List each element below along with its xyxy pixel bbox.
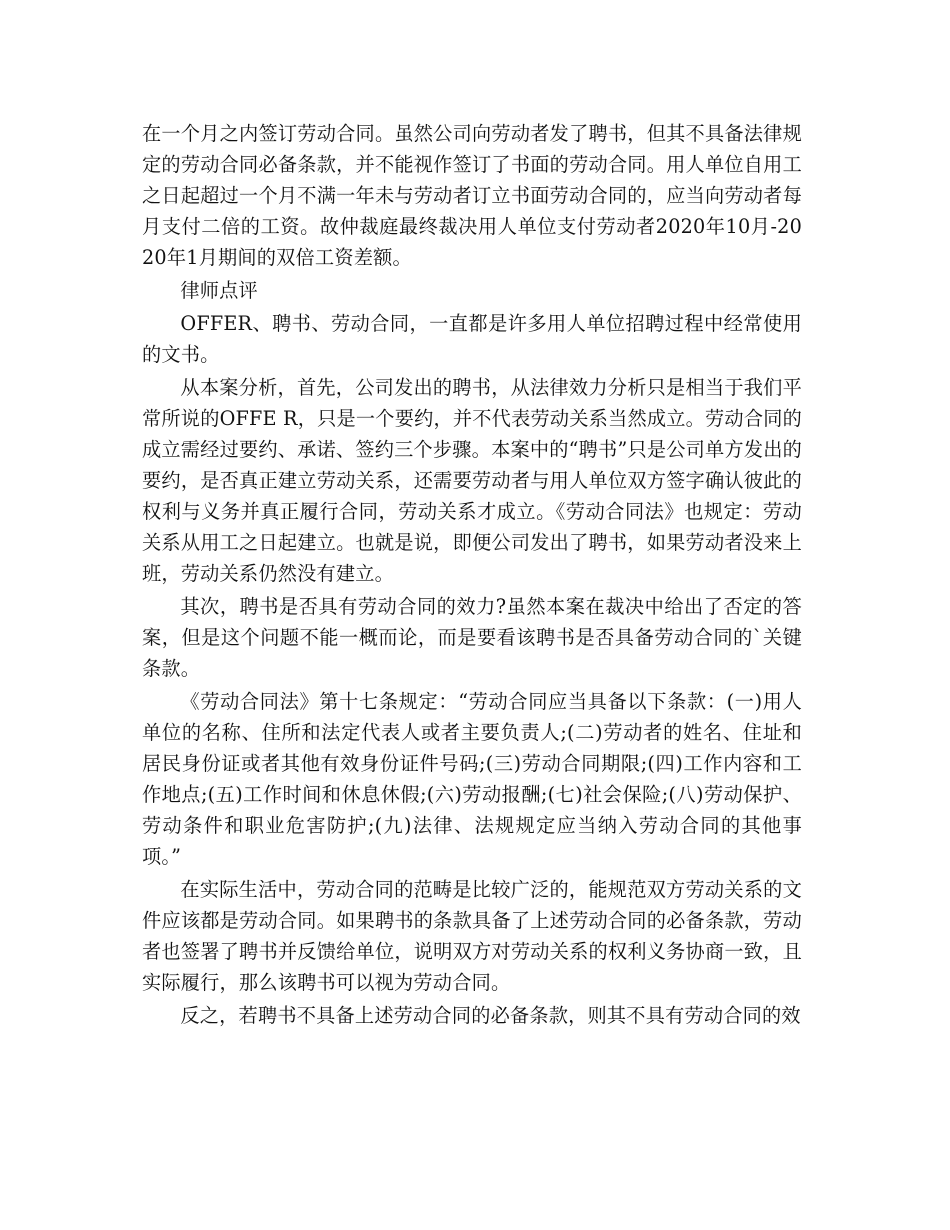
paragraph-article-17: 《劳动合同法》第十七条规定：“劳动合同应当具备以下条款：(一)用人单位的名称、住所和法定代表人或者主要负责人;(二)劳动者的姓名、住址和居民身份证或者其他有效身份证件号码;(三)劳动合同期限;(四)工作内容和工作地点;(五)工作时间和休息休假;(六)劳动报酬;(七)社会保险;(八)劳动保护、劳动条件和职业危害防护;(九)法律、法规规定应当纳入劳动合同的其他事项。” bbox=[142, 690, 802, 868]
paragraph-offer-intro: OFFER、聘书、劳动合同，一直都是许多用人单位招聘过程中经常使用的文书。 bbox=[142, 312, 802, 366]
paragraph-practical-scope: 在实际生活中，劳动合同的范畴是比较广泛的，能规范双方劳动关系的文件应该都是劳动合同。如果聘书的条款具备了上述劳动合同的必备条款，劳动者也签署了聘书并反馈给单位，说明双方对劳动关系的权利义务协商一致，且实际履行，那么该聘书可以视为劳动合同。 bbox=[142, 878, 802, 994]
document-body bbox=[142, 118, 802, 1033]
paragraph-contract-effect: 其次，聘书是否具有劳动合同的效力?虽然本案在裁决中给出了否定的答案，但是这个问题不能一概而论，而是要看该聘书是否具备劳动合同的`关键条款。 bbox=[142, 595, 802, 680]
paragraph-conversely: 反之，若聘书不具备上述劳动合同的必备条款，则其不具有劳动合同的效 bbox=[180, 1004, 801, 1027]
paragraph-continued-ruling: 在一个月之内签订劳动合同。虽然公司向劳动者发了聘书，但其不具备法律规定的劳动合同必备条款，并不能视作签订了书面的劳动合同。用人单位自用工之日起超过一个月不满一年未与劳动者订立书面劳动合同的，应当向劳动者每月支付二倍的工资。故仲裁庭最终裁决用人单位支付劳动者2020年10月-2020年1月期间的双倍工资差额。 bbox=[142, 122, 802, 269]
paragraph-case-analysis: 从本案分析，首先，公司发出的聘书，从法律效力分析只是相当于我们平常所说的OFFE R，只是一个要约，并不代表劳动关系当然成立。劳动合同的成立需经过要约、承诺、签约三个步骤。本案中的“聘书”只是公司单方发出的要约，是否真正建立劳动关系，还需要劳动者与用人单位双方签字确认彼此的权利与义务并真正履行合同，劳动关系才成立。《劳动合同法》也规定：劳动关系从用工之日起建立。也就是说，即便公司发出了聘书，如果劳动者没来上班，劳动关系仍然没有建立。 bbox=[142, 376, 802, 585]
section-heading-lawyer-comment: 律师点评 bbox=[180, 279, 258, 302]
